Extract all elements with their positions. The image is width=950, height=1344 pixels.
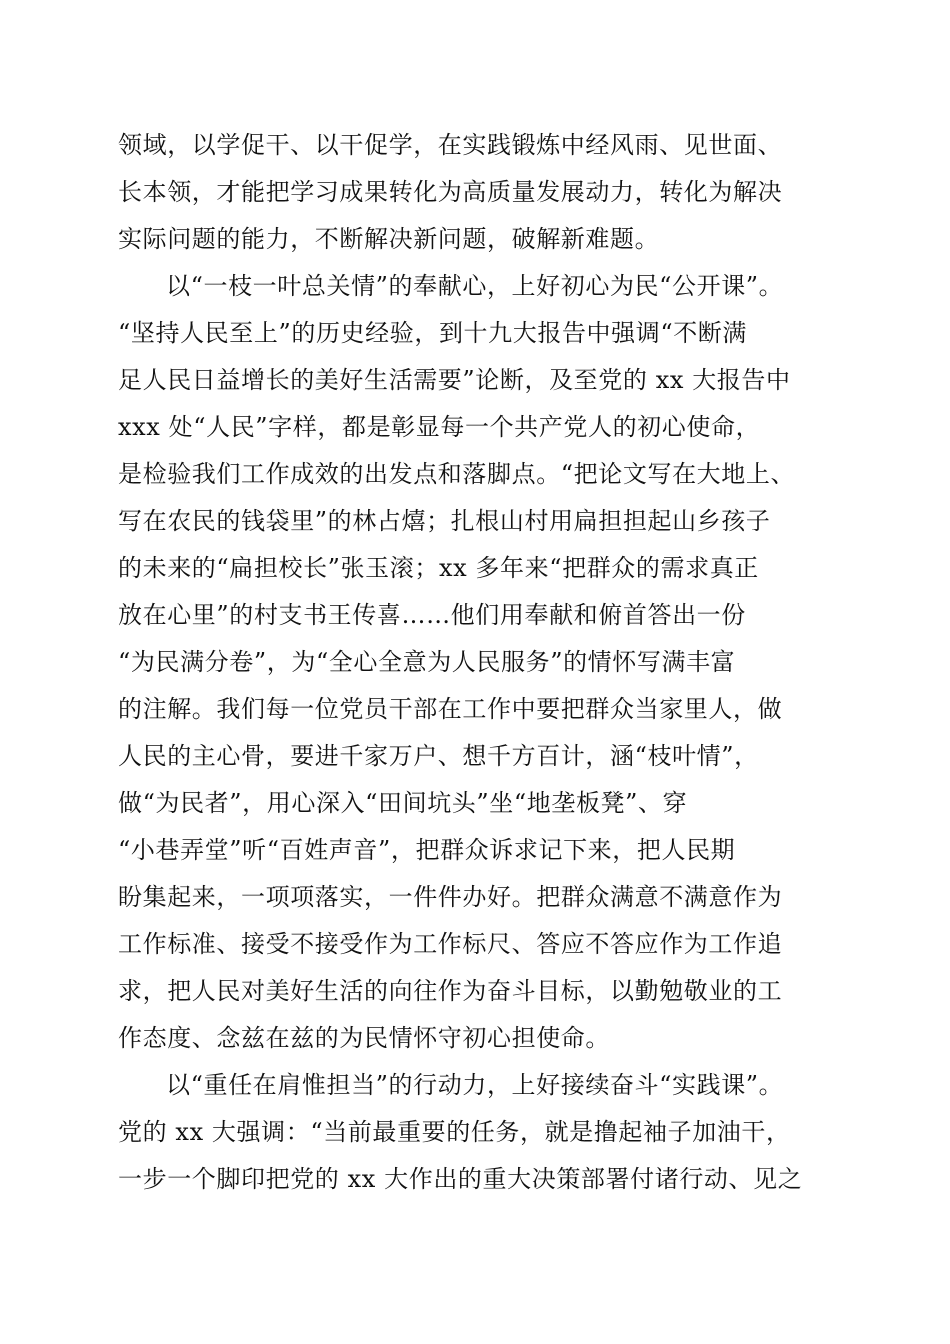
text-line: 足人民日益增长的美好生活需要”论断，及至党的 xx 大报告中 xyxy=(118,366,791,394)
text-line: 放在心里”的村支书王传喜……他们用奉献和俯首答出一份 xyxy=(118,601,746,629)
text-line: 的未来的“扁担校长”张玉滚；xx 多年来“把群众的需求真正 xyxy=(118,554,759,582)
text-line: 是检验我们工作成效的出发点和落脚点。“把论文写在大地上、 xyxy=(118,460,796,488)
text-line: xxx 处“人民”字样，都是彰显每一个共产党人的初心使命， xyxy=(118,413,761,441)
text-line: “坚持人民至上”的历史经验，到十九大报告中强调“不断满 xyxy=(118,319,748,347)
paragraph-start-line: 以“一枝一叶总关情”的奉献心，上好初心为民“公开课”。 xyxy=(166,272,784,300)
text-line: “为民满分卷”，为“全心全意为人民服务”的情怀写满丰富 xyxy=(118,648,736,676)
text-line: 盼集起来，一项项落实，一件件办好。把群众满意不满意作为 xyxy=(118,883,783,911)
text-line: 求，把人民对美好生活的向往作为奋斗目标，以勤勉敬业的工 xyxy=(118,977,783,1005)
text-line: 写在农民的钱袋里”的林占熺；扎根山村用扁担担起山乡孩子 xyxy=(118,507,771,535)
text-line: 作态度、念兹在兹的为民情怀守初心担使命。 xyxy=(118,1024,610,1052)
body-text xyxy=(118,122,838,1203)
text-line: 党的 xx 大强调：“当前最重要的任务，就是撸起袖子加油干， xyxy=(118,1118,791,1146)
text-line: 实际问题的能力，不断解决新问题，破解新难题。 xyxy=(118,225,660,253)
text-line: 一步一个脚印把党的 xx 大作出的重大决策部署付诸行动、见之 xyxy=(118,1165,803,1193)
text-line: 工作标准、接受不接受作为工作标尺、答应不答应作为工作追 xyxy=(118,930,783,958)
text-line: 人民的主心骨，要进千家万户、想千方百计，涵“枝叶情”， xyxy=(118,742,759,770)
text-line: 长本领，才能把学习成果转化为高质量发展动力，转化为解决 xyxy=(118,178,783,206)
paragraph-start-line: 以“重任在肩惟担当”的行动力，上好接续奋斗“实践课”。 xyxy=(166,1071,784,1099)
text-line: “小巷弄堂”听“百姓声音”，把群众诉求记下来，把人民期 xyxy=(118,836,736,864)
text-line: 的注解。我们每一位党员干部在工作中要把群众当家里人，做 xyxy=(118,695,783,723)
text-line: 做“为民者”，用心深入“田间坑头”坐“地垄板凳”、穿 xyxy=(118,789,688,817)
text-line: 领域，以学促干、以干促学，在实践锻炼中经风雨、见世面、 xyxy=(118,131,783,159)
